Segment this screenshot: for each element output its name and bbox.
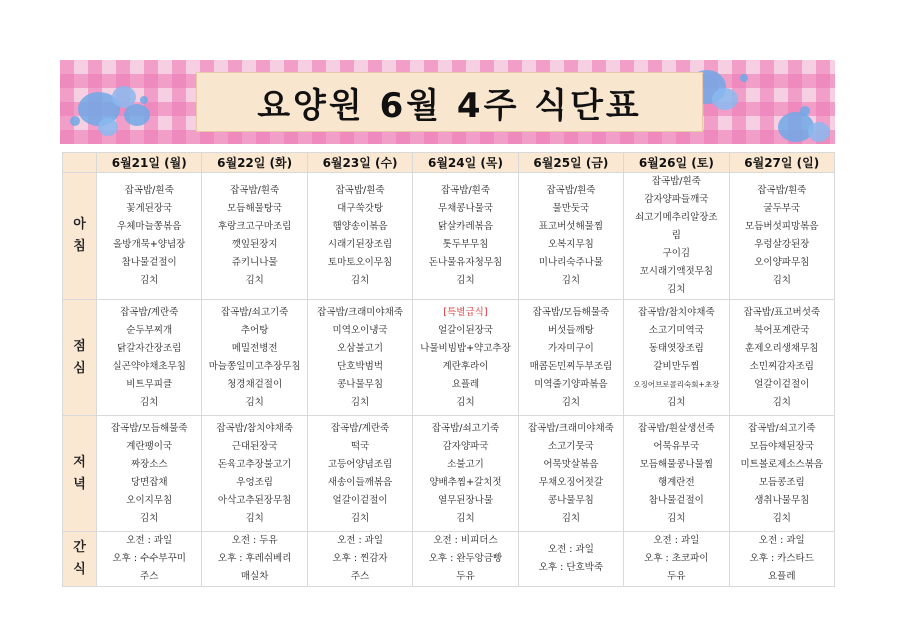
menu-item: 잡곡밥/흰죽 — [546, 185, 596, 196]
menu-item: 청경채겉절이 — [227, 378, 283, 390]
menu-item: 닭살카레볶음 — [437, 221, 493, 232]
menu-item: 림 — [671, 230, 681, 241]
menu-cell — [307, 173, 412, 300]
menu-item: 열무된장나물 — [437, 494, 493, 506]
menu-item: 잡곡밥/참치야채죽 — [216, 422, 293, 434]
menu-item: 양배추찜+갈치젓 — [429, 476, 502, 488]
menu-item: 북어포계란국 — [754, 324, 810, 336]
menu-cell — [518, 173, 623, 300]
menu-item: 참나물겉절이 — [648, 494, 704, 506]
menu-cell — [307, 532, 412, 587]
meal-label-snack: 간 식 — [63, 532, 97, 587]
menu-item: 오후 : 완두앙금빵 — [428, 553, 503, 564]
menu-item: 모듬해물콩나물찜 — [639, 458, 714, 470]
menu-item: 오전 : 비피더스 — [433, 535, 498, 546]
menu-cell — [413, 532, 518, 587]
menu-item: 굴두부국 — [763, 203, 801, 214]
menu-item: 오삼불고기 — [337, 342, 383, 354]
menu-item: 매콤돈민찌두부조림 — [529, 360, 613, 372]
day-header: 6월23일 (수) — [307, 153, 412, 173]
menu-item: 버섯들깨탕 — [547, 324, 594, 336]
menu-item: 콩나물무침 — [547, 494, 594, 506]
menu-item: 소고기미역국 — [648, 324, 704, 336]
menu-item: 계란팽이국 — [126, 440, 173, 452]
menu-item: 오전 : 과일 — [126, 535, 173, 546]
day-header: 6월24일 (목) — [413, 153, 518, 173]
menu-item: 잡곡밥/흰살생선죽 — [638, 422, 715, 434]
table-corner — [63, 153, 97, 173]
menu-cell — [518, 532, 623, 587]
menu-item: [특별급식] — [443, 306, 488, 318]
menu-item: 김치 — [140, 512, 159, 524]
menu-item: 당면잡채 — [130, 476, 168, 488]
menu-cell — [307, 416, 412, 532]
menu-item: 얼갈이겉절이 — [332, 494, 388, 506]
menu-item: 나물비빔밥+약고추장 — [420, 342, 511, 354]
menu-item: 미역오이냉국 — [332, 324, 388, 336]
menu-item: 오징어브로콜리숙회+초장 — [633, 379, 720, 389]
menu-item: 토마토오이무침 — [327, 257, 393, 268]
menu-cell — [518, 300, 623, 416]
menu-cell — [202, 532, 307, 587]
menu-item: 표고버섯해물찜 — [538, 221, 604, 232]
menu-item: 후랑크고구마조림 — [217, 221, 292, 232]
menu-item: 돈육고추장불고기 — [217, 458, 292, 470]
menu-item: 오후 : 카스타드 — [749, 553, 814, 564]
menu-item: 잡곡밥/흰죽 — [757, 185, 807, 196]
menu-item: 행계란전 — [657, 476, 695, 488]
day-header: 6월25일 (금) — [518, 153, 623, 173]
menu-item: 계란후라이 — [442, 360, 489, 372]
menu-item: 김치 — [772, 512, 791, 524]
day-header: 6월26일 (토) — [624, 153, 729, 173]
menu-item: 김치 — [772, 396, 791, 408]
meal-label-breakfast: 아 침 — [63, 173, 97, 300]
menu-cell — [729, 532, 834, 587]
menu-cell — [624, 300, 729, 416]
menu-item: 모듬야채된장국 — [749, 440, 814, 452]
menu-item: 생취나물무침 — [754, 494, 810, 506]
menu-item: 잡곡밥/흰죽 — [335, 185, 385, 196]
menu-item: 잡곡밥/흰죽 — [440, 185, 491, 196]
menu-item: 잡곡밥/흰죽 — [230, 185, 280, 196]
menu-cell — [518, 416, 623, 532]
meal-label-lunch: 점 심 — [63, 300, 97, 416]
menu-item: 김치 — [667, 284, 686, 295]
menu-item: 김치 — [561, 275, 581, 286]
menu-item: 감자양파들깨국 — [644, 194, 709, 205]
menu-item: 김치 — [245, 512, 264, 524]
menu-item: 오전 : 과일 — [337, 535, 384, 546]
menu-item: 얼갈이된장국 — [437, 324, 493, 336]
menu-item: 김치 — [561, 512, 581, 524]
menu-item: 김치 — [667, 396, 686, 408]
menu-item: 모듬버섯피망볶음 — [745, 221, 819, 232]
menu-item: 올방개묵+양념장 — [113, 239, 186, 250]
menu-item: 오후 : 후레쉬베리 — [217, 553, 292, 564]
menu-item: 단호박범벅 — [337, 360, 383, 372]
menu-item: 오전 : 과일 — [758, 535, 805, 546]
menu-item: 김치 — [350, 512, 370, 524]
menu-item: 우엉조림 — [236, 476, 273, 488]
menu-cell — [97, 532, 202, 587]
menu-item: 시래기된장조림 — [327, 239, 393, 250]
menu-item: 잡곡밥/모듬해물죽 — [532, 306, 610, 318]
menu-item: 어묵맛살볶음 — [543, 458, 599, 470]
menu-item: 추어탕 — [240, 324, 269, 336]
menu-item: 소고기뭇국 — [547, 440, 594, 452]
menu-item: 마늘쫑일미고추장무침 — [208, 360, 301, 372]
menu-item: 모듬해물탕국 — [227, 203, 283, 214]
menu-item: 얼갈이겉절이 — [754, 378, 810, 390]
menu-item: 오후 : 초코파이 — [644, 553, 709, 564]
menu-cell — [202, 416, 307, 532]
menu-item: 고등어양념조림 — [327, 458, 393, 470]
menu-item: 잡곡밥/쇠고기죽 — [748, 422, 816, 434]
menu-item: 오전 : 과일 — [547, 544, 594, 555]
menu-cell — [97, 173, 202, 300]
menu-item: 잡곡밥/크래미야채죽 — [317, 306, 403, 318]
menu-cell — [97, 300, 202, 416]
menu-item: 잡곡밥/쇠고기죽 — [431, 422, 500, 434]
menu-item: 김치 — [350, 275, 370, 286]
menu-cell — [97, 416, 202, 532]
menu-cell — [729, 173, 834, 300]
menu-item: 오후 : 단호박죽 — [538, 562, 604, 573]
menu-item: 김치 — [456, 275, 475, 286]
menu-item: 김치 — [140, 396, 159, 408]
menu-cell — [413, 173, 518, 300]
menu-item: 오이양파무침 — [754, 257, 810, 268]
menu-item: 무채오징어젓갈 — [538, 476, 604, 488]
menu-item: 훈제오리생채무침 — [745, 342, 819, 354]
menu-item: 오이지무침 — [126, 494, 173, 506]
menu-item: 김치 — [245, 396, 264, 408]
menu-item: 꽃게된장국 — [126, 203, 173, 214]
menu-item: 잡곡밥/계란죽 — [330, 422, 390, 434]
meal-schedule-table — [62, 152, 835, 587]
menu-item: 참나물겉절이 — [121, 257, 177, 268]
menu-item: 우렁살강된장 — [754, 239, 810, 250]
menu-item: 콩나물무침 — [337, 378, 383, 390]
menu-item: 동태엿장조림 — [648, 342, 704, 354]
menu-item: 메밀전병전 — [231, 342, 278, 354]
dinner-row — [63, 416, 835, 532]
menu-item: 짜장소스 — [130, 458, 168, 470]
menu-item: 소민찌감자조림 — [749, 360, 814, 372]
menu-item: 감자양파국 — [442, 440, 489, 452]
menu-item: 김치 — [772, 275, 791, 286]
menu-item: 돈나물유자청무침 — [428, 257, 503, 268]
menu-item: 햄양송이볶음 — [332, 221, 388, 232]
title-box — [196, 72, 703, 132]
day-header: 6월27일 (일) — [729, 153, 834, 173]
menu-item: 물만둣국 — [552, 203, 590, 214]
page-title: 요양원 6월 4주 식단표 — [257, 85, 642, 126]
menu-item: 김치 — [140, 275, 159, 286]
menu-item: 어묵유부국 — [653, 440, 700, 452]
menu-item: 주스 — [140, 571, 159, 582]
menu-item: 김치 — [456, 396, 475, 408]
menu-item: 오후 : 수수부꾸미 — [112, 553, 186, 564]
menu-cell — [202, 173, 307, 300]
menu-item: 비트무피클 — [126, 378, 173, 390]
menu-cell — [624, 532, 729, 587]
menu-item: 잡곡밥/표고버섯죽 — [743, 306, 821, 318]
menu-item: 순두부찌개 — [126, 324, 173, 336]
menu-cell — [202, 300, 307, 416]
menu-item: 구이김 — [662, 248, 691, 259]
menu-item: 소불고기 — [447, 458, 484, 470]
menu-item: 김치 — [245, 275, 264, 286]
menu-item: 무채콩나물국 — [437, 203, 493, 214]
menu-item: 갈비만두찜 — [653, 360, 700, 372]
menu-item: 쇠고기메추리알장조 — [635, 212, 718, 223]
menu-item: 주스 — [350, 571, 370, 582]
menu-cell — [307, 300, 412, 416]
menu-item: 가자미구이 — [547, 342, 594, 354]
snack-row — [63, 532, 835, 587]
menu-item: 김치 — [561, 396, 581, 408]
menu-item: 두유 — [456, 571, 475, 582]
menu-cell — [413, 300, 518, 416]
menu-item: 김치 — [456, 512, 475, 524]
day-header-row — [63, 153, 835, 173]
day-header: 6월21일 (월) — [97, 153, 202, 173]
menu-item: 근대된장국 — [231, 440, 278, 452]
menu-item: 잡곡밥/모듬해물죽 — [110, 422, 188, 434]
breakfast-row — [63, 173, 835, 300]
menu-item: 오후 : 찐감자 — [332, 553, 388, 564]
menu-item: 떡국 — [350, 440, 370, 452]
menu-item: 오복지무침 — [547, 239, 594, 250]
menu-item: 실곤약야채초무침 — [112, 360, 186, 372]
menu-cell — [729, 416, 834, 532]
menu-item: 쥬키니나물 — [231, 257, 278, 268]
day-header: 6월22일 (화) — [202, 153, 307, 173]
menu-item: 미역줄기양파볶음 — [534, 378, 608, 390]
meal-label-dinner: 저 녁 — [63, 416, 97, 532]
menu-item: 오전 : 두유 — [231, 535, 278, 546]
menu-item: 미트볼로제소스볶음 — [740, 458, 824, 470]
menu-item: 요플레 — [768, 571, 796, 582]
menu-item: 오전 : 과일 — [653, 535, 700, 546]
menu-item: 잡곡밥/쇠고기죽 — [220, 306, 289, 318]
menu-cell — [413, 416, 518, 532]
menu-item: 아삭고추된장무침 — [217, 494, 292, 506]
menu-item: 매실차 — [240, 571, 269, 582]
menu-item: 닭갈자간장조림 — [117, 342, 182, 354]
menu-item: 우체마늘쫑볶음 — [117, 221, 182, 232]
menu-item: 모듬콩조림 — [758, 476, 805, 488]
menu-item: 김치 — [667, 512, 686, 524]
lunch-row — [63, 300, 835, 416]
menu-item: 두유 — [667, 571, 686, 582]
menu-cell — [729, 300, 834, 416]
menu-item: 잡곡밥/흰죽 — [651, 176, 701, 187]
menu-item: 새송이들깨볶음 — [327, 476, 393, 488]
menu-item: 잡곡밥/참치야채죽 — [638, 306, 715, 318]
menu-item: 꼬시래기액젓무침 — [639, 266, 714, 277]
menu-cell — [624, 173, 729, 300]
menu-item: 김치 — [350, 396, 370, 408]
menu-item: 잡곡밥/흰죽 — [124, 185, 174, 196]
menu-item: 톳두부무침 — [442, 239, 489, 250]
menu-item: 미나리숙주나물 — [538, 257, 604, 268]
menu-item: 잡곡밥/크래미야채죽 — [528, 422, 614, 434]
menu-cell — [624, 416, 729, 532]
menu-item: 깻잎된장지 — [231, 239, 278, 250]
menu-item: 요플레 — [451, 378, 480, 390]
menu-item: 대구쑥갓탕 — [337, 203, 383, 214]
menu-item: 잡곡밥/계란죽 — [120, 306, 179, 318]
